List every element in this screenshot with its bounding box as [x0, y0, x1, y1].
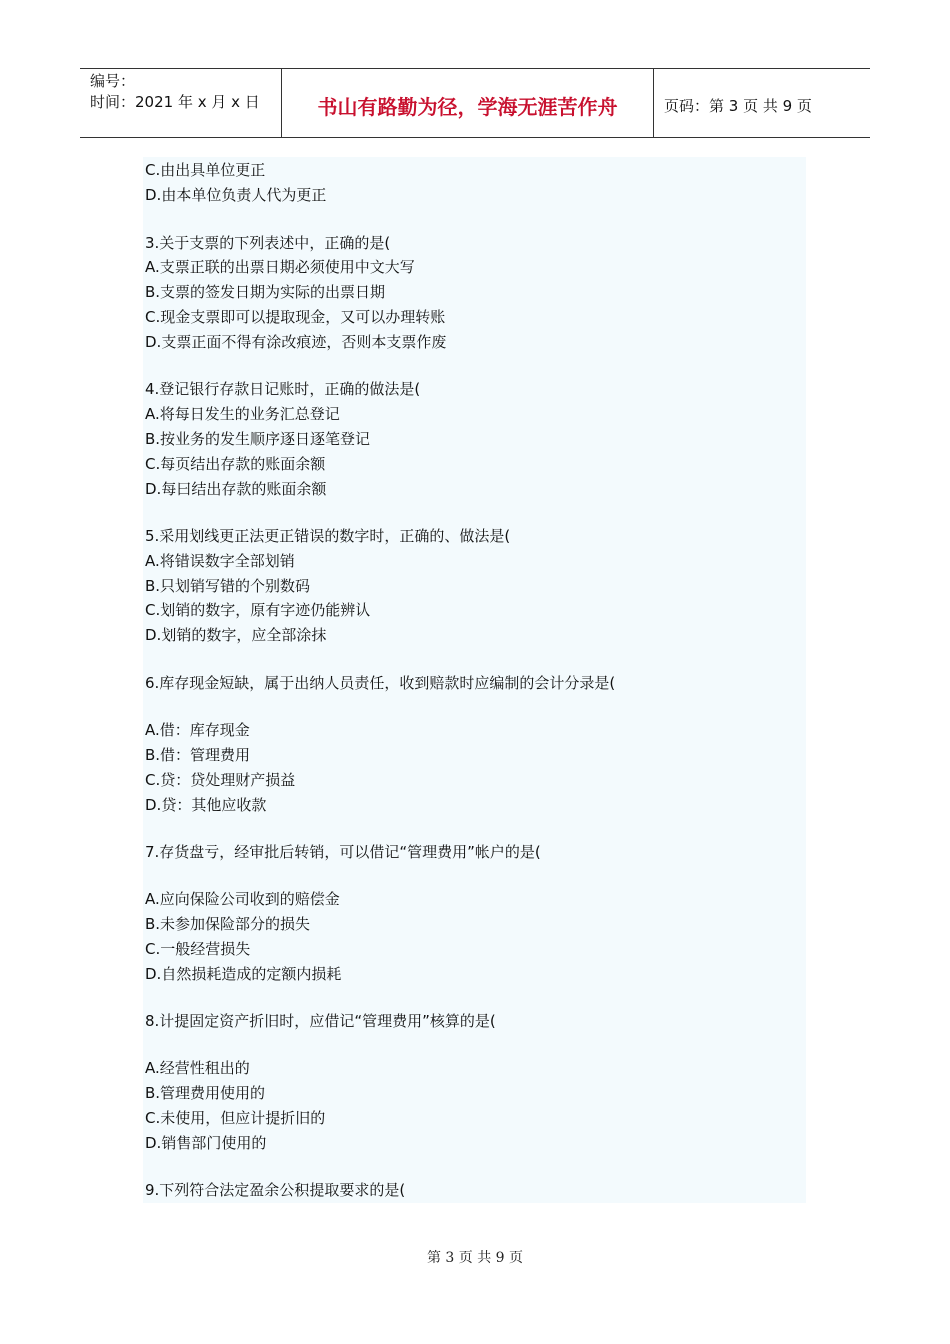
option-line: D.自然损耗造成的定额内损耗 [145, 965, 342, 983]
option-line: B.未参加保险部分的损失 [145, 915, 311, 933]
option-line: A.经营性租出的 [145, 1059, 250, 1077]
time-label: 时间：2021 年 x 月 x 日 [90, 93, 260, 111]
question-line: 9.下列符合法定盈余公积提取要求的是( [145, 1181, 406, 1199]
header-page-info: 页码：第 3 页 共 9 页 [664, 96, 812, 115]
question-line: 8.计提固定资产折旧时，应借记“管理费用”核算的是( [145, 1012, 496, 1030]
question-line: 4.登记银行存款日记账时，正确的做法是( [145, 380, 421, 398]
option-line: D.支票正面不得有涂改痕迹，否则本支票作废 [145, 333, 447, 351]
option-line: C.每页结出存款的账面余额 [145, 455, 326, 473]
option-line: B.管理费用使用的 [145, 1084, 266, 1102]
option-line: B.按业务的发生顺序逐日逐笔登记 [145, 430, 371, 448]
page-header [80, 68, 870, 138]
option-line: A.将每日发生的业务汇总登记 [145, 405, 340, 423]
question-line: 6.库存现金短缺，属于出纳人员责任，收到赔款时应编制的会计分录是( [145, 674, 616, 692]
question-line: 3.关于支票的下列表述中，正确的是( [145, 234, 391, 252]
option-line: D.贷：其他应收款 [145, 796, 267, 814]
option-line: A.借：库存现金 [145, 721, 250, 739]
text-line: D.由本单位负责人代为更正 [145, 186, 327, 204]
option-line: C.划销的数字，原有字迹仍能辨认 [145, 601, 371, 619]
option-line: D.每曰结出存款的账面余额 [145, 480, 327, 498]
option-line: A.支票正联的出票日期必须使用中文大写 [145, 258, 415, 276]
option-line: B.借：管理费用 [145, 746, 251, 764]
question-line: 7.存货盘亏，经审批后转销，可以借记“管理费用”帐户的是( [145, 843, 541, 861]
page-footer: 第 3 页 共 9 页 [426, 1250, 524, 1266]
document-body [143, 157, 806, 1203]
header-motto: 书山有路勤为径，学海无涯苦作舟 [282, 69, 654, 137]
option-line: A.将错误数字全部划销 [145, 552, 295, 570]
question-line: 5.采用划线更正法更正错误的数字时，正确的、做法是( [145, 527, 511, 545]
option-line: D.划销的数字，应全部涂抹 [145, 626, 327, 644]
header-meta [80, 69, 282, 137]
option-line: C.现金支票即可以提取现金，又可以办理转账 [145, 308, 446, 326]
option-line: C.一般经营损失 [145, 940, 251, 958]
option-line: B.支票的签发日期为实际的出票日期 [145, 283, 386, 301]
option-line: B.只划销写错的个别数码 [145, 577, 311, 595]
number-label: 编号： [90, 72, 136, 90]
option-line: C.贷：贷处理财产损益 [145, 771, 296, 789]
text-line: C.由出具单位更正 [145, 161, 266, 179]
option-line: D.销售部门使用的 [145, 1134, 267, 1152]
option-line: A.应向保险公司收到的赔偿金 [145, 890, 340, 908]
option-line: C.未使用，但应计提折旧的 [145, 1109, 326, 1127]
